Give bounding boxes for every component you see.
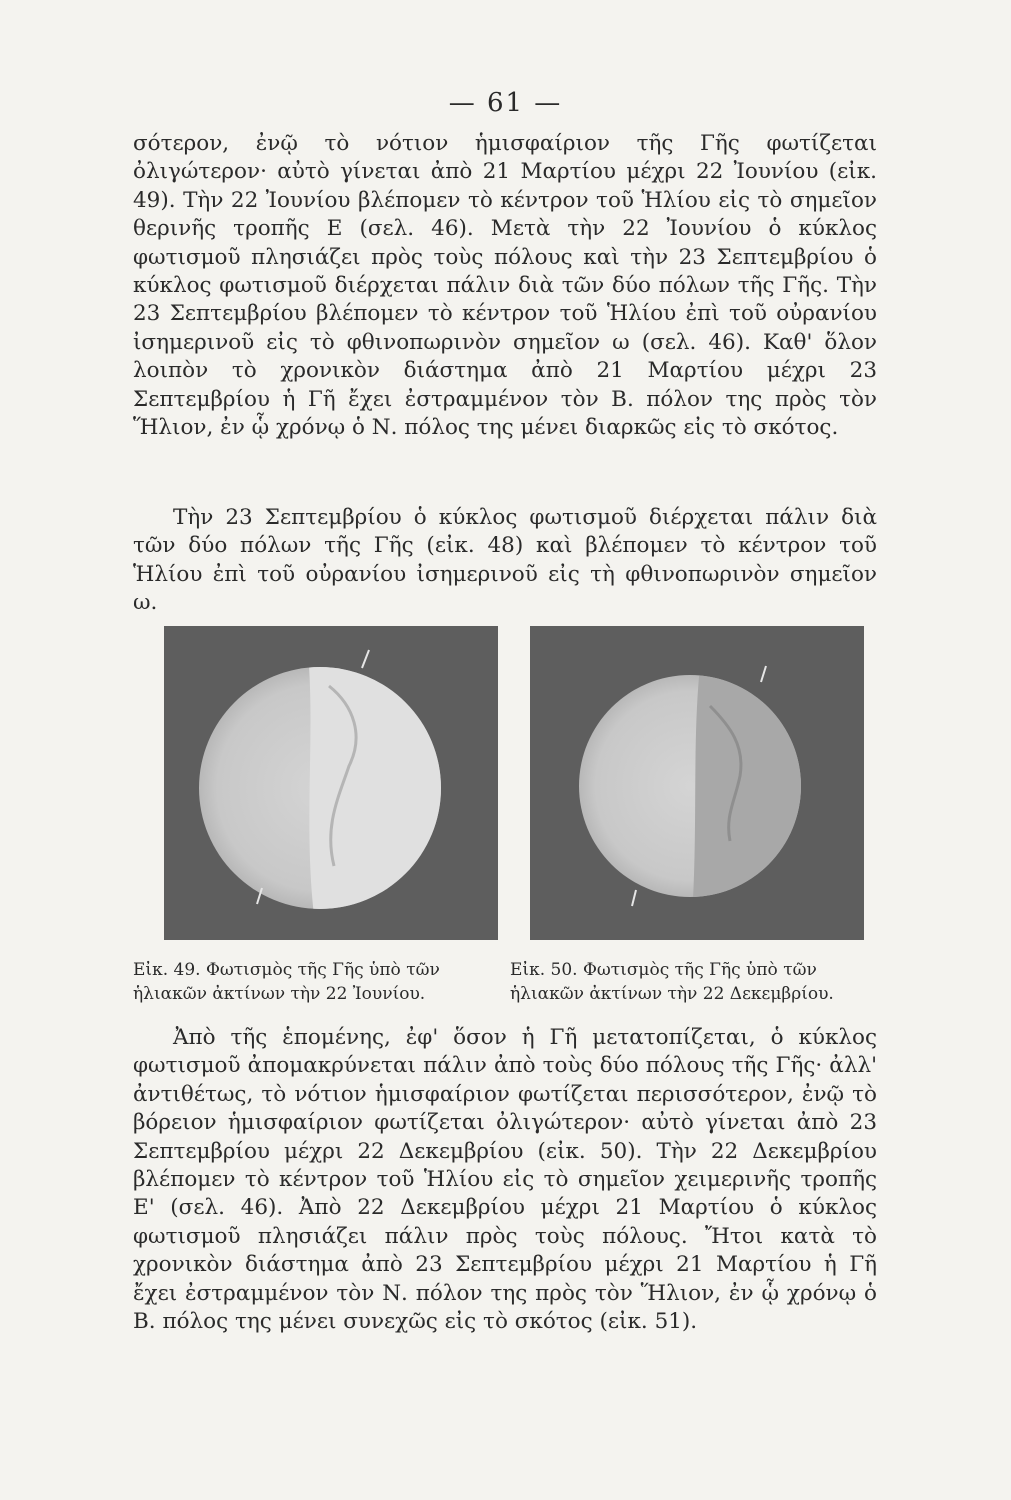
figure-50-caption-line-1: Εἰκ. 50. Φωτισμὸς τῆς Γῆς ὑπὸ τῶν	[510, 960, 817, 980]
figure-50-caption-line-2: ἡλιακῶν ἀκτίνων τὴν 22 Δεκεμβρίου.	[510, 984, 834, 1004]
paragraph-2-text: Τὴν 23 Σεπτεμβρίου ὁ κύκλος φωτισμοῦ διέρχεται πάλιν διὰ τῶν δύο πόλων τῆς Γῆς (εἰκ. 48) καὶ βλέπομεν τὸ κέντρον τοῦ Ἡλίου ἐπὶ τοῦ οὐρανίου ἰσημερινοῦ εἰς τὴ φθινοπωρινὸν σημεῖον ω.	[133, 505, 877, 616]
paragraph-1	[133, 130, 877, 442]
paragraph-3-text: Ἀπὸ τῆς ἑπομένης, ἐφ' ὅσον ἡ Γῆ μετατοπίζεται, ὁ κύκλος φωτισμοῦ ἀπομακρύνεται πάλιν ἀπὸ τοὺς δύο πόλους τῆς Γῆς· ἀλλ' ἀντιθέτως, τὸ νότιον ἡμισφαίριον φωτίζεται περισσότερον, ἐνῷ τὸ βόρειον ἡμισφαίριον φωτίζεται ὀλιγώτερον· αὐτὸ γίνεται ἀπὸ 23 Σεπτεμβρίου μέχρι 22 Δεκεμβρίου (εἰκ. 50). Τὴν 22 Δεκεμβρίου βλέπομεν τὸ κέντρον τοῦ Ἡλίου εἰς τὸ σημεῖον χειμερινῆς τροπῆς Ε' (σελ. 46). Ἀπὸ 22 Δεκεμβρίου μέχρι 21 Μαρτίου ὁ κύκλος φωτισμοῦ πλησιάζει πάλιν πρὸς τοὺς πόλους. Ἤτοι κατὰ τὸ χρονικὸν διάστημα ἀπὸ 23 Σεπτεμβρίου μέχρι 21 Μαρτίου ἡ Γῆ ἔχει ἐστραμμένον τὸν Ν. πόλον της πρὸς τὸν Ἥλιον, ἐν ᾧ χρόνῳ ὁ Β. πόλος της μένει συνεχῶς εἰς τὸ σκότος (εἰκ. 51).	[133, 1025, 877, 1335]
figure-49-caption-line-1: Εἰκ. 49. Φωτισμὸς τῆς Γῆς ὑπὸ τῶν	[133, 960, 440, 980]
earth-globe-december	[530, 626, 864, 940]
figure-49-caption	[133, 958, 488, 1006]
figure-49-caption-line-2: ἡλιακῶν ἀκτίνων τὴν 22 Ἰουνίου.	[133, 984, 426, 1004]
figure-50-caption	[510, 958, 875, 1006]
figure-49-earth-illumination-june	[164, 626, 498, 940]
figure-50-earth-illumination-december	[530, 626, 864, 940]
paragraph-2	[133, 504, 877, 618]
page-number: — 61 —	[448, 88, 563, 118]
earth-globe-june	[164, 626, 498, 940]
paragraph-3	[133, 1024, 877, 1336]
paragraph-1-text: σότερον, ἐνῷ τὸ νότιον ἡμισφαίριον τῆς Γῆς φωτίζεται ὀλιγώτερον· αὐτὸ γίνεται ἀπὸ 21 Μαρτίου μέχρι 22 Ἰουνίου (εἰκ. 49). Τὴν 22 Ἰουνίου βλέπομεν τὸ κέντρον τοῦ Ἡλίου εἰς τὸ σημεῖον θερινῆς τροπῆς Ε (σελ. 46). Μετὰ τὴν 22 Ἰουνίου ὁ κύκλος φωτισμοῦ πλησιάζει πρὸς τοὺς πόλους καὶ τὴν 23 Σεπτεμβρίου ὁ κύκλος φωτισμοῦ διέρχεται πάλιν διὰ τῶν δύο πόλων τῆς Γῆς. Τὴν 23 Σεπτεμβρίου βλέπομεν τὸ κέντρον τοῦ Ἡλίου ἐπὶ τοῦ οὐρανίου ἰσημερινοῦ εἰς τὸ φθινοπωρινὸν σημεῖον ω (σελ. 46). Καθ' ὅλον λοιπὸν τὸ χρονικὸν διάστημα ἀπὸ 21 Μαρτίου μέχρι 23 Σεπτεμβρίου ἡ Γῆ ἔχει ἐστραμμένον τὸν Β. πόλον της πρὸς τὸν Ἥλιον, ἐν ᾧ χρόνῳ ὁ Ν. πόλος της μένει διαρκῶς εἰς τὸ σκότος.	[133, 131, 877, 441]
